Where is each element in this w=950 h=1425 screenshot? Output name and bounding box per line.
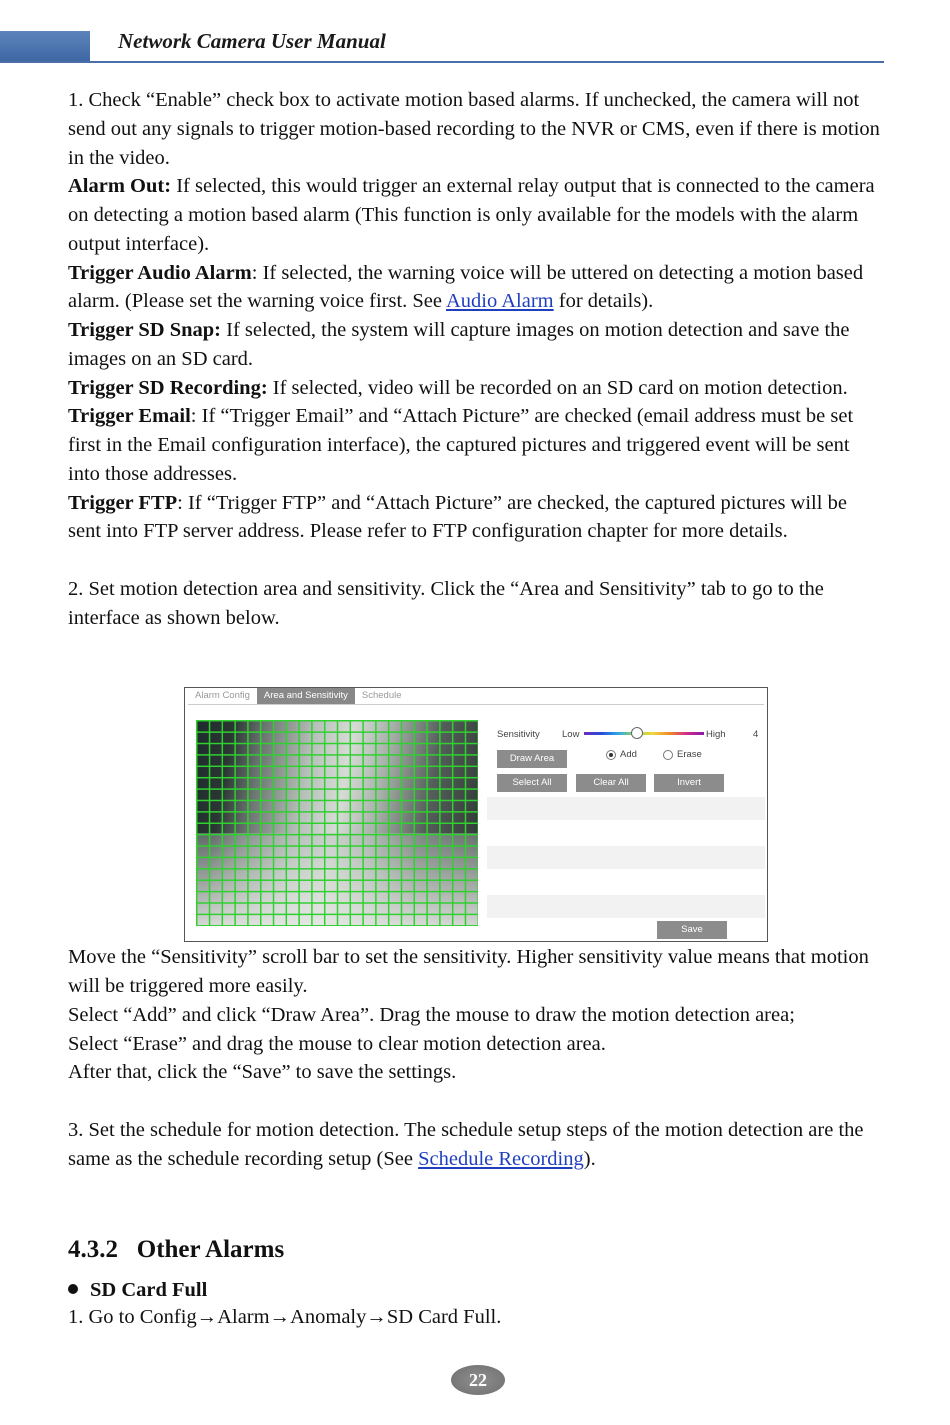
erase-radio[interactable] bbox=[663, 750, 673, 760]
video-preview[interactable] bbox=[196, 720, 478, 926]
save-button[interactable]: Save bbox=[657, 921, 727, 939]
sensitivity-label: Sensitivity bbox=[497, 729, 540, 740]
ftp-text: : If “Trigger FTP” and “Attach Picture” are checked, the captured pictures will be sent into FTP server address. Please refer to FTP configuration chapter for more details. bbox=[68, 491, 847, 543]
step3-text-a: 3. Set the schedule for motion detection. The schedule setup steps of the motion detection are the same as the schedule recording setup (See bbox=[68, 1118, 864, 1170]
bullet-sd-card-full bbox=[68, 1276, 207, 1304]
sd-recording-label: Trigger SD Recording: bbox=[68, 376, 268, 399]
paragraph-sensitivity: Move the “Sensitivity” scroll bar to set the sensitivity. Higher sensitivity value means that motion will be triggered more easily. bbox=[68, 946, 869, 997]
bullet-dot bbox=[68, 1284, 78, 1294]
erase-label: Erase bbox=[677, 749, 702, 760]
sd-snap-label: Trigger SD Snap: bbox=[68, 319, 222, 341]
draw-area-button[interactable]: Draw Area bbox=[497, 750, 567, 768]
area-sensitivity-screenshot bbox=[184, 687, 768, 942]
email-label: Trigger Email bbox=[68, 405, 191, 428]
alarm-out-label: Alarm Out: bbox=[68, 175, 172, 198]
paragraph-erase: Select “Erase” and drag the mouse to clear motion detection area. bbox=[68, 1032, 606, 1055]
audio-alarm-link[interactable]: Audio Alarm bbox=[446, 290, 554, 313]
audio-alarm-text-b: for details). bbox=[553, 290, 654, 313]
add-radio[interactable] bbox=[606, 750, 616, 760]
paragraph-enable: 1. Check “Enable” check box to activate motion based alarms. If unchecked, the camera will not send out any signals to trigger motion-based recording to the NVR or CMS, even if there is motion in the video. bbox=[68, 89, 880, 169]
sensitivity-low-label: Low bbox=[562, 729, 580, 740]
paragraph-sd-snap bbox=[68, 316, 884, 374]
step3-text-b: ). bbox=[583, 1147, 596, 1170]
arrow-icon: → bbox=[269, 1306, 291, 1328]
step1-text-d: SD Card Full. bbox=[386, 1306, 502, 1328]
schedule-recording-link[interactable]: Schedule Recording bbox=[418, 1147, 584, 1170]
step1-text-a: 1. Go to Config bbox=[68, 1306, 197, 1328]
tab-area-sensitivity[interactable]: Area and Sensitivity bbox=[257, 688, 355, 704]
invert-button[interactable]: Invert bbox=[654, 774, 724, 792]
select-all-button[interactable]: Select All bbox=[497, 774, 567, 792]
sensitivity-knob[interactable] bbox=[631, 727, 643, 739]
audio-alarm-text-a: : If selected, the warning voice will be uttered on detecting a motion based alarm. (Please set the warning voice first. See bbox=[68, 261, 864, 313]
paragraph-sd-recording bbox=[68, 374, 884, 403]
step1-text-c: Anomaly bbox=[290, 1306, 367, 1328]
tab-schedule[interactable]: Schedule bbox=[361, 690, 402, 701]
sd-snap-text: If selected, the system will capture images on motion detection and save the images on an SD card. bbox=[68, 319, 850, 370]
add-label: Add bbox=[620, 749, 637, 760]
clear-all-button[interactable]: Clear All bbox=[576, 774, 646, 792]
email-text: : If “Trigger Email” and “Attach Picture” are checked (email address must be set first in the Email configuration interface), the captured pictures and triggered event will be sent into those addresses. bbox=[68, 405, 854, 485]
audio-alarm-label: Trigger Audio Alarm bbox=[68, 261, 252, 284]
sd-card-step1 bbox=[68, 1303, 501, 1331]
motion-grid[interactable] bbox=[196, 720, 478, 926]
paragraph-add: Select “Add” and click “Draw Area”. Drag the mouse to draw the motion detection area; bbox=[68, 1003, 795, 1026]
sensitivity-slider[interactable] bbox=[584, 732, 704, 735]
body-text bbox=[68, 86, 884, 1173]
sensitivity-high-label: High bbox=[706, 729, 726, 740]
sd-recording-text: If selected, video will be recorded on an SD card on motion detection. bbox=[267, 376, 848, 399]
ftp-label: Trigger FTP bbox=[68, 491, 178, 514]
tab-bar bbox=[188, 688, 409, 704]
paragraph-step2: 2. Set motion detection area and sensitivity. Click the “Area and Sensitivity” tab to go to the interface as shown below. bbox=[68, 577, 824, 629]
paragraph-ftp bbox=[68, 489, 884, 547]
sensitivity-value: 4 bbox=[753, 729, 759, 740]
section-number: 4.3.2 bbox=[68, 1236, 118, 1263]
section-heading bbox=[68, 1236, 284, 1264]
arrow-icon: → bbox=[366, 1306, 387, 1328]
paragraph-step3 bbox=[68, 1116, 884, 1174]
paragraph-audio-alarm bbox=[68, 259, 884, 317]
paragraph-email bbox=[68, 402, 884, 488]
header-rule bbox=[0, 61, 884, 63]
page-number: 22 bbox=[451, 1365, 505, 1395]
section-title: Other Alarms bbox=[136, 1236, 285, 1263]
header-title: Network Camera User Manual bbox=[118, 29, 386, 53]
alarm-out-text: If selected, this would trigger an external relay output that is connected to the camera on detecting a motion based alarm (This function is only available for the models with the alarm output interface). bbox=[68, 175, 875, 255]
arrow-icon: → bbox=[196, 1306, 218, 1328]
bullet-label: SD Card Full bbox=[90, 1279, 208, 1301]
step1-text-b: Alarm bbox=[217, 1306, 270, 1328]
header-color-bar bbox=[0, 31, 90, 62]
paragraph-save: After that, click the “Save” to save the settings. bbox=[68, 1061, 457, 1084]
tab-alarm-config[interactable]: Alarm Config bbox=[195, 690, 250, 701]
paragraph-alarm-out bbox=[68, 172, 884, 258]
